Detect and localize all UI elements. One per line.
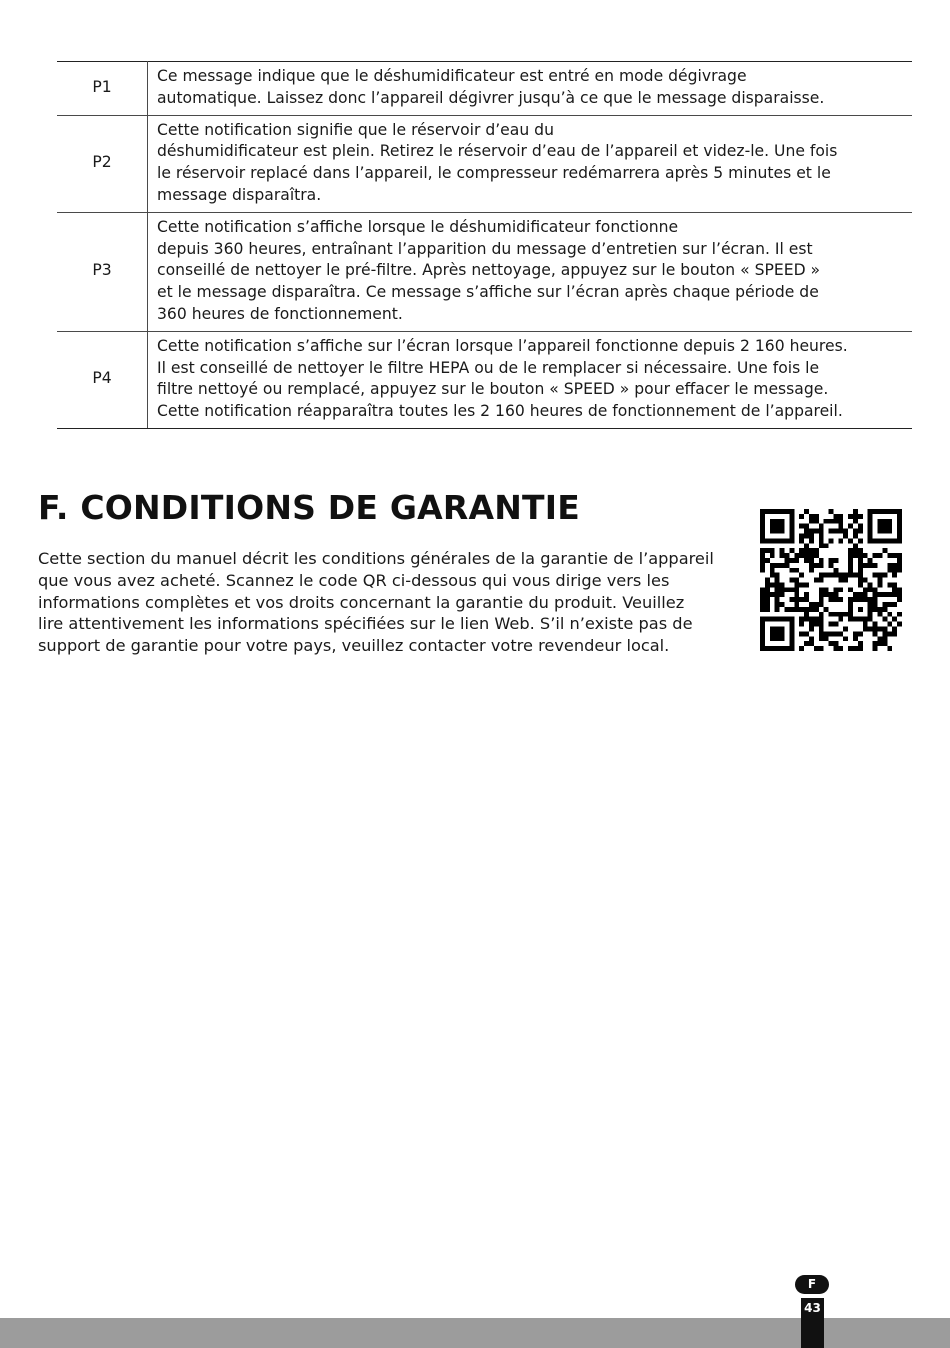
paragraph-line: lire attentivement les informations spécifiées sur le lien Web. S’il n’existe pas de bbox=[38, 614, 693, 634]
error-description bbox=[148, 212, 913, 331]
error-codes-table bbox=[57, 61, 912, 429]
description-line: depuis 360 heures, entraînant l’apparition du message d’entretien sur l’écran. Il est bbox=[157, 239, 813, 258]
description-line: Ce message indique que le déshumidificateur est entré en mode dégivrage bbox=[157, 67, 747, 85]
table-row bbox=[57, 62, 912, 116]
description-line: Cette notification s’affiche lorsque le déshumidificateur fonctionne bbox=[157, 217, 679, 236]
error-description bbox=[148, 115, 913, 212]
paragraph-line: que vous avez acheté. Scannez le code QR ci-dessous qui vous dirige vers les bbox=[38, 570, 670, 590]
warranty-qr-code[interactable] bbox=[760, 509, 902, 651]
description-line: automatique. Laissez donc l’appareil dégivrer jusqu’à ce que le message disparaisse. bbox=[157, 88, 825, 107]
error-description bbox=[148, 62, 913, 116]
table-row bbox=[57, 115, 912, 212]
description-line: déshumidificateur est plein. Retirez le réservoir d’eau de l’appareil et videz-le. Une fois bbox=[157, 142, 838, 161]
error-code: P2 bbox=[57, 115, 148, 212]
description-line: message disparaîtra. bbox=[157, 185, 322, 204]
description-line: Cette notification signifie que le réservoir d’eau du bbox=[157, 120, 554, 139]
page-number: 43 bbox=[801, 1298, 824, 1348]
description-line: filtre nettoyé ou remplacé, appuyez sur le bouton « SPEED » pour effacer le message. bbox=[157, 380, 829, 399]
error-code: P4 bbox=[57, 331, 148, 428]
description-line: Il est conseillé de nettoyer le filtre HEPA ou de le remplacer si nécessaire. Une fois le bbox=[157, 358, 820, 377]
error-description bbox=[148, 331, 913, 428]
warranty-paragraph bbox=[38, 548, 748, 657]
description-line: 360 heures de fonctionnement. bbox=[157, 304, 403, 323]
error-code: P1 bbox=[57, 62, 148, 116]
description-line: et le message disparaîtra. Ce message s’affiche sur l’écran après chaque période de bbox=[157, 283, 819, 302]
paragraph-line: informations complètes et vos droits concernant la garantie du produit. Veuillez bbox=[38, 592, 685, 612]
table-row bbox=[57, 331, 912, 428]
paragraph-line: support de garantie pour votre pays, veuillez contacter votre revendeur local. bbox=[38, 636, 670, 656]
description-line: le réservoir replacé dans l’appareil, le compresseur redémarrera après 5 minutes et le bbox=[157, 164, 831, 183]
description-line: Cette notification s’affiche sur l’écran lorsque l’appareil fonctionne depuis 2 160 heures. bbox=[157, 336, 848, 355]
section-title: F. CONDITIONS DE GARANTIE bbox=[38, 488, 580, 527]
description-line: Cette notification réapparaîtra toutes les 2 160 heures de fonctionnement de l’appareil. bbox=[157, 402, 843, 421]
language-badge: F bbox=[795, 1275, 829, 1294]
description-line: conseillé de nettoyer le pré-filtre. Après nettoyage, appuyez sur le bouton « SPEED » bbox=[157, 261, 821, 280]
paragraph-line: Cette section du manuel décrit les conditions générales de la garantie de l’appareil bbox=[38, 549, 714, 568]
error-code: P3 bbox=[57, 212, 148, 331]
table-row bbox=[57, 212, 912, 331]
